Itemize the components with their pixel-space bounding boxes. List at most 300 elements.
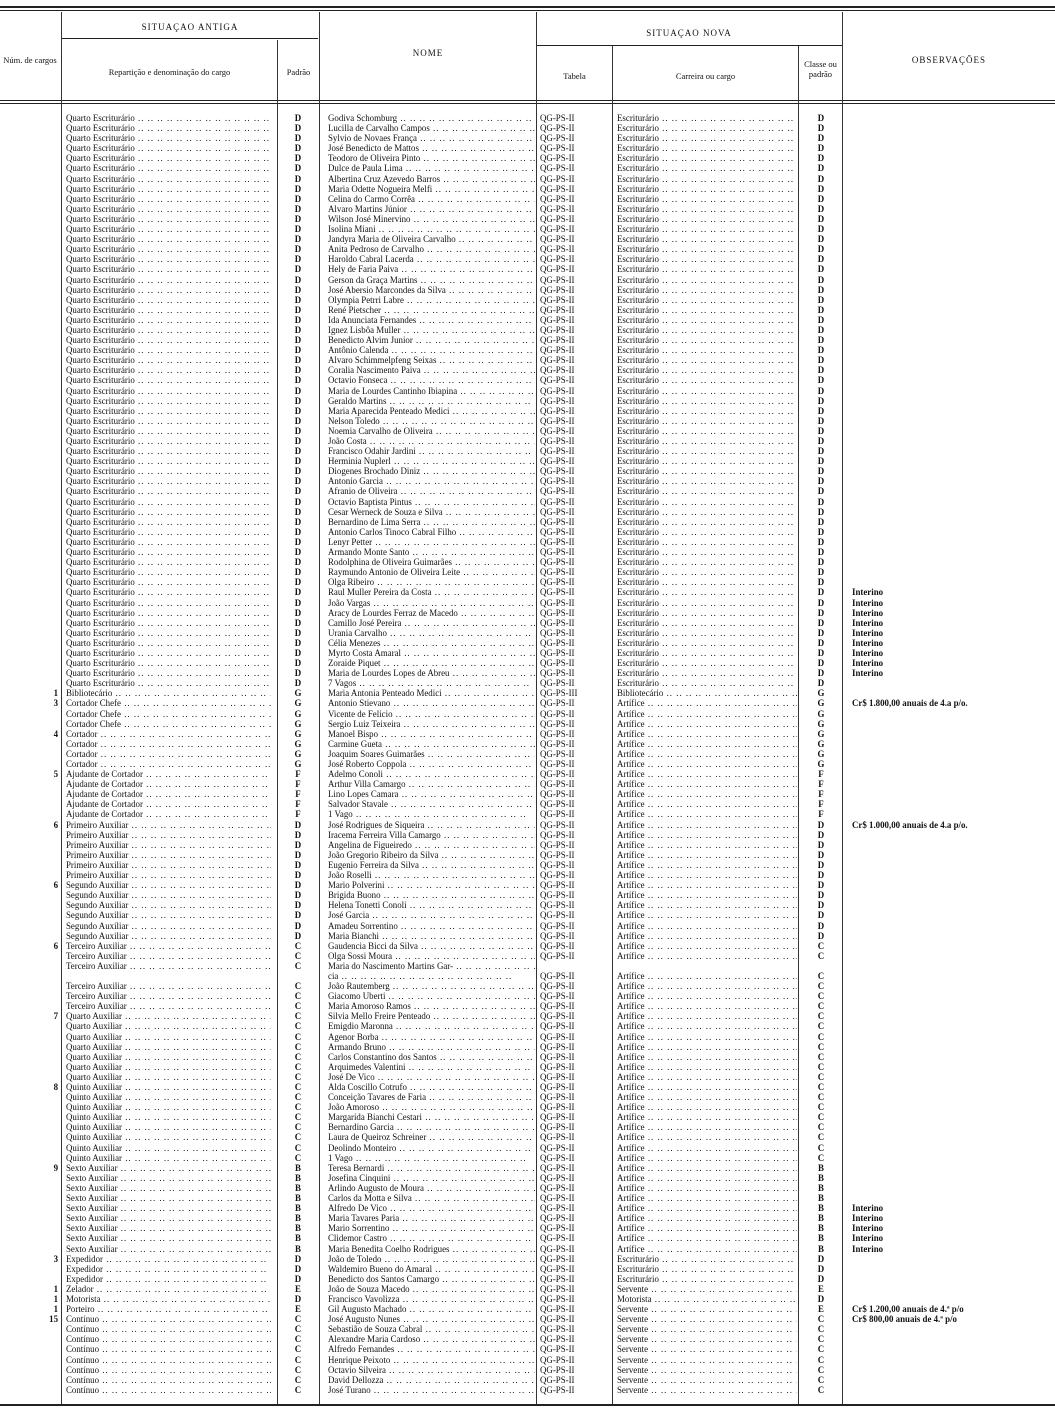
cargo-cell: Quarto Escriturário .. .. bbox=[66, 285, 271, 295]
classe-cell: D bbox=[817, 224, 825, 235]
num-cargos-cell: 7 bbox=[53, 1011, 58, 1022]
padrao-cell: C bbox=[294, 1334, 302, 1345]
nome-cell: Myrto Costa Amaral .. .. bbox=[328, 648, 535, 658]
cargo-cell: Ajudante de Cortador .. .. bbox=[66, 769, 271, 779]
carreira-cell: Escriturário .. .. bbox=[617, 537, 797, 547]
padrao-cell: D bbox=[294, 849, 302, 860]
nome-cell: Celina do Carmo Corrêa .. .. bbox=[328, 194, 535, 204]
cargo-cell: Cortador Chefe .. .. bbox=[66, 698, 271, 708]
cargo-cell: Quarto Escriturário .. .. bbox=[66, 244, 271, 254]
table-row bbox=[0, 386, 1055, 396]
cargo-cell: Quinto Auxiliar .. .. bbox=[66, 1102, 271, 1112]
classe-cell: D bbox=[817, 153, 825, 164]
table-row bbox=[0, 456, 1055, 466]
padrao-cell: C bbox=[294, 991, 302, 1002]
carreira-cell: Escriturário .. .. bbox=[617, 295, 797, 305]
nome-cell: Maria Antonia Penteado Medici .. .. bbox=[328, 688, 535, 698]
nome-cell: João Costa .. .. bbox=[328, 436, 535, 446]
classe-cell: C bbox=[817, 991, 825, 1002]
classe-cell: D bbox=[817, 839, 825, 850]
nome-cell: Armando Monte Santo .. .. bbox=[328, 547, 535, 557]
padrao-cell: C bbox=[294, 1001, 302, 1012]
table-row bbox=[0, 406, 1055, 416]
cargo-cell: Quarto Escriturário .. .. bbox=[66, 315, 271, 325]
classe-cell: C bbox=[817, 1314, 825, 1325]
nome-cell: João Vargas .. .. bbox=[328, 598, 535, 608]
nome-cell: José Rodrigues de Siqueira .. .. bbox=[328, 820, 535, 830]
padrao-cell: C bbox=[294, 1041, 302, 1052]
padrao-cell: D bbox=[294, 526, 302, 537]
classe-cell: D bbox=[817, 123, 825, 134]
table-row bbox=[0, 759, 1055, 769]
nome-cell: José Augusto Nunes .. .. bbox=[328, 1314, 535, 1324]
antiga-underline bbox=[62, 38, 318, 39]
tabela-cell: QG-PS-II bbox=[540, 314, 575, 325]
table-row bbox=[0, 174, 1055, 184]
padrao-cell: D bbox=[294, 678, 302, 689]
cargo-cell: Sexto Auxiliar .. .. bbox=[66, 1213, 271, 1223]
classe-cell: B bbox=[818, 1233, 824, 1244]
cargo-cell: Quarto Escriturário .. .. bbox=[66, 537, 271, 547]
carreira-cell: Artífice .. .. bbox=[617, 1011, 797, 1021]
carreira-cell: Escriturário .. .. bbox=[617, 638, 797, 648]
num-cargos-cell: 1 bbox=[53, 1293, 58, 1304]
carreira-cell: Artífice .. .. bbox=[617, 1072, 797, 1082]
table-row bbox=[0, 275, 1055, 285]
carreira-cell: Escriturário .. .. bbox=[617, 184, 797, 194]
tabela-cell: QG-PS-II bbox=[540, 425, 575, 436]
tabela-cell: QG-PS-II bbox=[540, 1031, 575, 1042]
tabela-cell: QG-PS-II bbox=[540, 456, 575, 467]
carreira-cell: Escriturário .. .. bbox=[617, 234, 797, 244]
classe-cell: C bbox=[817, 1122, 825, 1133]
padrao-cell: D bbox=[294, 324, 302, 335]
padrao-cell: C bbox=[294, 1082, 302, 1092]
tabela-cell: QG-PS-II bbox=[540, 274, 575, 285]
table-row bbox=[0, 153, 1055, 163]
table-row bbox=[0, 789, 1055, 799]
padrao-cell: F bbox=[295, 799, 301, 810]
cargo-cell: Bibliotecário .. .. bbox=[66, 688, 271, 698]
classe-cell: B bbox=[818, 1172, 824, 1183]
padrao-cell: D bbox=[294, 577, 302, 588]
carreira-cell: Escriturário .. .. bbox=[617, 476, 797, 486]
nome-cell: Arlindo Augusto de Moura .. .. bbox=[328, 1183, 535, 1193]
classe-cell: B bbox=[818, 1162, 824, 1173]
tabela-cell: QG-PS-II bbox=[540, 486, 575, 497]
observacao-cell: Cr$ 800,00 anuais de 4.ª p/o bbox=[852, 1314, 957, 1325]
table-row bbox=[0, 991, 1055, 1001]
padrao-cell: D bbox=[294, 476, 302, 487]
carreira-cell: Escriturário .. .. bbox=[617, 315, 797, 325]
padrao-cell: B bbox=[295, 1162, 301, 1173]
carreira-cell: Artífice .. .. bbox=[617, 698, 797, 708]
nome-cell: Antônio Calenda .. .. bbox=[328, 345, 535, 355]
tabela-cell: QG-PS-II bbox=[540, 183, 575, 194]
tabela-cell: QG-PS-II bbox=[540, 799, 575, 810]
classe-cell: D bbox=[817, 506, 825, 517]
tabela-cell: QG-PS-II bbox=[540, 940, 575, 951]
nome-cell: Wilson José Minervino .. .. bbox=[328, 214, 535, 224]
nome-cell: Teresa Bernardi .. .. bbox=[328, 1163, 535, 1173]
header-situacao-nova: SITUAÇAO NOVA bbox=[646, 28, 732, 38]
table-row bbox=[0, 638, 1055, 648]
carreira-cell: Escriturário .. .. bbox=[617, 143, 797, 153]
observacao-cell: Cr$ 1.000,00 anuais de 4.a p/o. bbox=[852, 819, 968, 830]
padrao-cell: D bbox=[294, 415, 302, 426]
classe-cell: G bbox=[817, 738, 825, 749]
nova-underline bbox=[536, 45, 842, 46]
classe-cell: F bbox=[818, 769, 824, 780]
nome-cell: Lino Lopes Camara .. .. bbox=[328, 789, 535, 799]
tabela-cell: QG-PS-II bbox=[540, 1253, 575, 1264]
cargo-cell: Segundo Auxiliar .. .. bbox=[66, 880, 271, 890]
classe-cell: D bbox=[817, 617, 825, 628]
table-row bbox=[0, 254, 1055, 264]
classe-cell: D bbox=[817, 668, 825, 679]
classe-cell: D bbox=[817, 647, 825, 658]
classe-cell: C bbox=[817, 950, 825, 961]
tabela-cell: QG-PS-III bbox=[540, 688, 578, 699]
carreira-cell: Escriturário .. .. bbox=[617, 436, 797, 446]
tabela-cell: QG-PS-II bbox=[540, 849, 575, 860]
num-cargos-cell: 15 bbox=[49, 1314, 58, 1325]
nome-cell: Benedicto dos Santos Camargo .. .. bbox=[328, 1274, 535, 1284]
tabela-cell: QG-PS-II bbox=[540, 708, 575, 719]
carreira-cell: Artífice .. .. bbox=[617, 1062, 797, 1072]
num-cargos-cell: 1 bbox=[53, 688, 58, 699]
classe-cell: C bbox=[817, 1051, 825, 1062]
carreira-cell: Escriturário .. .. bbox=[617, 305, 797, 315]
carreira-cell: Escriturário .. .. bbox=[617, 163, 797, 173]
padrao-cell: D bbox=[294, 668, 302, 679]
cargo-cell: Quarto Escriturário .. .. bbox=[66, 254, 271, 264]
padrao-cell: C bbox=[294, 1132, 302, 1143]
carreira-cell: Artífice .. .. bbox=[617, 921, 797, 931]
tabela-cell: QG-PS-II bbox=[540, 668, 575, 679]
padrao-cell: C bbox=[294, 1384, 302, 1395]
tabela-cell: QG-PS-II bbox=[540, 769, 575, 780]
tabela-cell: QG-PS-II bbox=[540, 839, 575, 850]
carreira-cell: Escriturário .. .. bbox=[617, 547, 797, 557]
nome-cell: Célia Menezes .. .. bbox=[328, 638, 535, 648]
nome-cell: João Gregorio Ribeiro da Silva .. .. bbox=[328, 850, 535, 860]
nome-cell: Maria do Nascimento Martins Gar- .. .. bbox=[328, 961, 535, 971]
classe-cell: D bbox=[817, 496, 825, 507]
cargo-cell: Ajudante de Cortador .. .. bbox=[66, 809, 271, 819]
cargo-cell: Primeiro Auxiliar .. .. bbox=[66, 830, 271, 840]
table-row bbox=[0, 779, 1055, 789]
carreira-cell: Artífice .. .. bbox=[617, 729, 797, 739]
carreira-cell: Escriturário .. .. bbox=[617, 254, 797, 264]
cargo-cell: Quarto Auxiliar .. .. bbox=[66, 1062, 271, 1072]
tabela-cell: QG-PS-II bbox=[540, 304, 575, 315]
padrao-cell: C bbox=[294, 1364, 302, 1375]
nome-cell: Salvador Stavale .. .. bbox=[328, 799, 535, 809]
classe-cell: C bbox=[817, 1041, 825, 1052]
table-row bbox=[0, 466, 1055, 476]
classe-cell: D bbox=[817, 324, 825, 335]
cargo-cell: Quarto Escriturário .. .. bbox=[66, 275, 271, 285]
table-row bbox=[0, 941, 1055, 951]
table-row bbox=[0, 557, 1055, 567]
classe-cell: D bbox=[817, 446, 825, 457]
table-row bbox=[0, 1163, 1055, 1173]
classe-cell: C bbox=[817, 1071, 825, 1082]
cargo-cell: Quinto Auxiliar .. .. bbox=[66, 1143, 271, 1153]
tabela-cell: QG-PS-II bbox=[540, 203, 575, 214]
padrao-cell: G bbox=[294, 718, 302, 729]
classe-cell: G bbox=[817, 708, 825, 719]
table-row bbox=[0, 1112, 1055, 1122]
cargo-cell: Contínuo .. .. bbox=[66, 1324, 271, 1334]
cargo-cell: Porteiro .. .. bbox=[66, 1304, 271, 1314]
table-row bbox=[0, 1092, 1055, 1102]
classe-cell: D bbox=[817, 345, 825, 356]
table-row bbox=[0, 264, 1055, 274]
cargo-cell: Quarto Escriturário .. .. bbox=[66, 194, 271, 204]
classe-cell: C bbox=[817, 981, 825, 992]
tabela-cell: QG-PS-II bbox=[540, 1374, 575, 1385]
classe-cell: G bbox=[817, 688, 825, 699]
cargo-cell: Quinto Auxiliar .. .. bbox=[66, 1122, 271, 1132]
tabela-cell: QG-PS-II bbox=[540, 1223, 575, 1234]
table-row bbox=[0, 567, 1055, 577]
nome-cell: Arquimedes Valentini .. .. bbox=[328, 1062, 535, 1072]
cargo-cell: Segundo Auxiliar .. .. bbox=[66, 921, 271, 931]
classe-cell: D bbox=[817, 870, 825, 881]
nome-cell: Eugenio Ferreira da Silva .. .. bbox=[328, 860, 535, 870]
cargo-cell: Quarto Escriturário .. .. bbox=[66, 335, 271, 345]
classe-cell: D bbox=[817, 375, 825, 386]
nome-cell: 1 Vago .. .. bbox=[328, 809, 535, 819]
classe-cell: C bbox=[817, 1001, 825, 1012]
cargo-cell: Contínuo .. .. bbox=[66, 1385, 271, 1395]
tabela-cell: QG-PS-II bbox=[540, 1162, 575, 1173]
nome-cell: Deolindo Monteiro .. .. bbox=[328, 1143, 535, 1153]
tabela-cell: QG-PS-II bbox=[540, 264, 575, 275]
cargo-cell: Quarto Escriturário .. .. bbox=[66, 295, 271, 305]
padrao-cell: C bbox=[294, 1011, 302, 1022]
padrao-cell: D bbox=[294, 405, 302, 416]
padrao-cell: D bbox=[294, 163, 302, 174]
nome-cell: Alvaro Schimmelpfeng Seixas .. .. bbox=[328, 355, 535, 365]
tabela-cell: QG-PS-II bbox=[540, 1293, 575, 1304]
classe-cell: D bbox=[817, 627, 825, 638]
tabela-cell: QG-PS-II bbox=[540, 627, 575, 638]
nome-cell: Octavio Silveira .. .. bbox=[328, 1365, 535, 1375]
nome-cell: Maria Amoroso Ramos .. .. bbox=[328, 1001, 535, 1011]
padrao-cell: D bbox=[294, 254, 302, 265]
cargo-cell: Quarto Escriturário .. .. bbox=[66, 476, 271, 486]
classe-cell: C bbox=[817, 1021, 825, 1032]
carreira-cell: Artífice .. .. bbox=[617, 749, 797, 759]
carreira-cell: Artífice .. .. bbox=[617, 739, 797, 749]
classe-cell: C bbox=[817, 1324, 825, 1335]
table-row bbox=[0, 547, 1055, 557]
padrao-cell: G bbox=[294, 708, 302, 719]
tabela-cell: QG-PS-II bbox=[540, 1152, 575, 1163]
table-row bbox=[0, 365, 1055, 375]
classe-cell: D bbox=[817, 436, 825, 446]
classe-cell: C bbox=[817, 1061, 825, 1072]
carreira-cell: Escriturário .. .. bbox=[617, 1254, 797, 1264]
tabela-cell: QG-PS-II bbox=[540, 759, 575, 769]
nome-cell: Lenyr Petter .. .. bbox=[328, 537, 535, 547]
carreira-cell: Escriturário .. .. bbox=[617, 527, 797, 537]
padrao-cell: D bbox=[294, 658, 302, 669]
padrao-cell: C bbox=[294, 940, 302, 951]
cargo-cell: Ajudante de Cortador .. .. bbox=[66, 789, 271, 799]
classe-cell: D bbox=[817, 365, 825, 376]
personnel-table bbox=[0, 113, 1055, 1395]
tabela-cell: QG-PS-II bbox=[540, 284, 575, 295]
cargo-cell: Segundo Auxiliar .. .. bbox=[66, 900, 271, 910]
cargo-cell: Quarto Escriturário .. .. bbox=[66, 204, 271, 214]
table-row bbox=[0, 921, 1055, 931]
cargo-cell: Quinto Auxiliar .. .. bbox=[66, 1112, 271, 1122]
tabela-cell: QG-PS-II bbox=[540, 446, 575, 457]
carreira-cell: Servente .. .. bbox=[617, 1344, 797, 1354]
classe-cell: D bbox=[817, 476, 825, 487]
padrao-cell: D bbox=[294, 870, 302, 881]
classe-cell: F bbox=[818, 789, 824, 800]
nome-cell: Alda Coscillo Cotrufo .. .. bbox=[328, 1082, 535, 1092]
tabela-cell: QG-PS-II bbox=[540, 1324, 575, 1335]
tabela-cell: QG-PS-II bbox=[540, 123, 575, 134]
table-row bbox=[0, 688, 1055, 698]
tabela-cell: QG-PS-II bbox=[540, 476, 575, 487]
cargo-cell: Quarto Escriturário .. .. bbox=[66, 486, 271, 496]
padrao-cell: C bbox=[294, 1051, 302, 1062]
table-row bbox=[0, 668, 1055, 678]
carreira-cell: Escriturário .. .. bbox=[617, 668, 797, 678]
observacao-cell: Interino bbox=[852, 658, 884, 669]
cargo-cell: Cortador Chefe .. .. bbox=[66, 709, 271, 719]
cargo-cell: Quarto Escriturário .. .. bbox=[66, 163, 271, 173]
table-row bbox=[0, 476, 1055, 486]
classe-cell: D bbox=[817, 456, 825, 467]
carreira-cell: Escriturário .. .. bbox=[617, 608, 797, 618]
observacao-cell: Interino bbox=[852, 1243, 884, 1254]
nome-cell: Ida Anunciata Fernandes .. .. bbox=[328, 315, 535, 325]
table-row bbox=[0, 900, 1055, 910]
tabela-cell: QG-PS-II bbox=[540, 1172, 575, 1183]
cargo-cell: Quarto Escriturário .. .. bbox=[66, 264, 271, 274]
cargo-cell: Expedidor .. .. bbox=[66, 1254, 271, 1264]
carreira-cell: Escriturário .. .. bbox=[617, 416, 797, 426]
nome-cell: Geraldo Martins .. .. bbox=[328, 396, 535, 406]
nome-cell: Manoel Bispo .. .. bbox=[328, 729, 535, 739]
table-row bbox=[0, 204, 1055, 214]
cargo-cell: Quarto Escriturário .. .. bbox=[66, 648, 271, 658]
padrao-cell: D bbox=[294, 113, 302, 123]
table-row bbox=[0, 961, 1055, 971]
tabela-cell: QG-PS-II bbox=[540, 335, 575, 346]
num-cargos-cell: 3 bbox=[53, 698, 58, 709]
carreira-cell: Artífice .. .. bbox=[617, 1233, 797, 1243]
padrao-cell: B bbox=[295, 1193, 301, 1204]
cargo-cell: Quarto Escriturário .. .. bbox=[66, 638, 271, 648]
nome-cell: Conceição Tavares de Faria .. .. bbox=[328, 1092, 535, 1102]
cargo-cell: Ajudante de Cortador .. .. bbox=[66, 779, 271, 789]
table-row bbox=[0, 426, 1055, 436]
nome-cell: Helena Tonetti Conoli .. .. bbox=[328, 900, 535, 910]
observacao-cell: Interino bbox=[852, 1203, 884, 1214]
tabela-cell: QG-PS-II bbox=[540, 1273, 575, 1284]
table-row bbox=[0, 345, 1055, 355]
padrao-cell: F bbox=[295, 769, 301, 780]
cargo-cell: Segundo Auxiliar .. .. bbox=[66, 890, 271, 900]
padrao-cell: C bbox=[294, 1071, 302, 1082]
tabela-cell: QG-PS-II bbox=[540, 345, 575, 356]
tabela-cell: QG-PS-II bbox=[540, 1384, 575, 1395]
carreira-cell: Escriturário .. .. bbox=[617, 194, 797, 204]
tabela-cell: QG-PS-II bbox=[540, 1071, 575, 1082]
table-row bbox=[0, 133, 1055, 143]
observacao-cell: Interino bbox=[852, 1213, 884, 1224]
carreira-cell: Artífice .. .. bbox=[617, 860, 797, 870]
header-num-cargos: Núm. de cargos bbox=[3, 55, 57, 65]
classe-cell: D bbox=[817, 415, 825, 426]
nome-cell: Armando Bruno .. .. bbox=[328, 1042, 535, 1052]
carreira-cell: Escriturário .. .. bbox=[617, 214, 797, 224]
header-tabela: Tabela bbox=[563, 71, 586, 81]
padrao-cell: D bbox=[294, 1253, 302, 1264]
padrao-cell: D bbox=[294, 557, 302, 568]
tabela-cell: QG-PS-II bbox=[540, 224, 575, 235]
classe-cell: C bbox=[817, 970, 825, 981]
table-row bbox=[0, 719, 1055, 729]
tabela-cell: QG-PS-II bbox=[540, 981, 575, 992]
carreira-cell: Escriturário .. .. bbox=[617, 204, 797, 214]
tabela-cell: QG-PS-II bbox=[540, 143, 575, 154]
carreira-cell: Artífice .. .. bbox=[617, 1122, 797, 1132]
cargo-cell: Primeiro Auxiliar .. .. bbox=[66, 840, 271, 850]
nome-cell: Henrique Peixoto .. .. bbox=[328, 1355, 535, 1365]
table-row bbox=[0, 1173, 1055, 1183]
tabela-cell: QG-PS-II bbox=[540, 1142, 575, 1153]
nome-cell: Gerson da Graça Martins .. .. bbox=[328, 275, 535, 285]
cargo-cell: Quarto Auxiliar .. .. bbox=[66, 1052, 271, 1062]
padrao-cell: D bbox=[294, 930, 302, 941]
table-row bbox=[0, 749, 1055, 759]
tabela-cell: QG-PS-II bbox=[540, 718, 575, 729]
nome-cell: José Garcia .. .. bbox=[328, 910, 535, 920]
table-row bbox=[0, 537, 1055, 547]
tabela-cell: QG-PS-II bbox=[540, 819, 575, 830]
classe-cell: D bbox=[817, 486, 825, 497]
padrao-cell: D bbox=[294, 425, 302, 436]
carreira-cell: Escriturário .. .. bbox=[617, 153, 797, 163]
padrao-cell: D bbox=[294, 859, 302, 870]
nome-cell: Hely de Faria Paiva .. .. bbox=[328, 264, 535, 274]
cargo-cell: Terceiro Auxiliar .. .. bbox=[66, 941, 271, 951]
tabela-cell: QG-PS-II bbox=[540, 415, 575, 426]
padrao-cell: D bbox=[294, 890, 302, 901]
nome-cell: Antonio Garcia .. .. bbox=[328, 476, 535, 486]
padrao-cell: D bbox=[294, 910, 302, 921]
nome-cell: Raymundo Antonio de Oliveira Leite .. .. bbox=[328, 567, 535, 577]
nome-cell: Bernardino Garcia .. .. bbox=[328, 1122, 535, 1132]
padrao-cell: D bbox=[294, 133, 302, 144]
padrao-cell: D bbox=[294, 345, 302, 356]
tabela-cell: QG-PS-II bbox=[540, 153, 575, 164]
nome-cell: 1 Vago .. .. bbox=[328, 1153, 535, 1163]
table-row bbox=[0, 1153, 1055, 1163]
nome-cell: Maria de Lourdes Lopes de Abreu .. .. bbox=[328, 668, 535, 678]
cargo-cell: Quarto Escriturário .. .. bbox=[66, 618, 271, 628]
